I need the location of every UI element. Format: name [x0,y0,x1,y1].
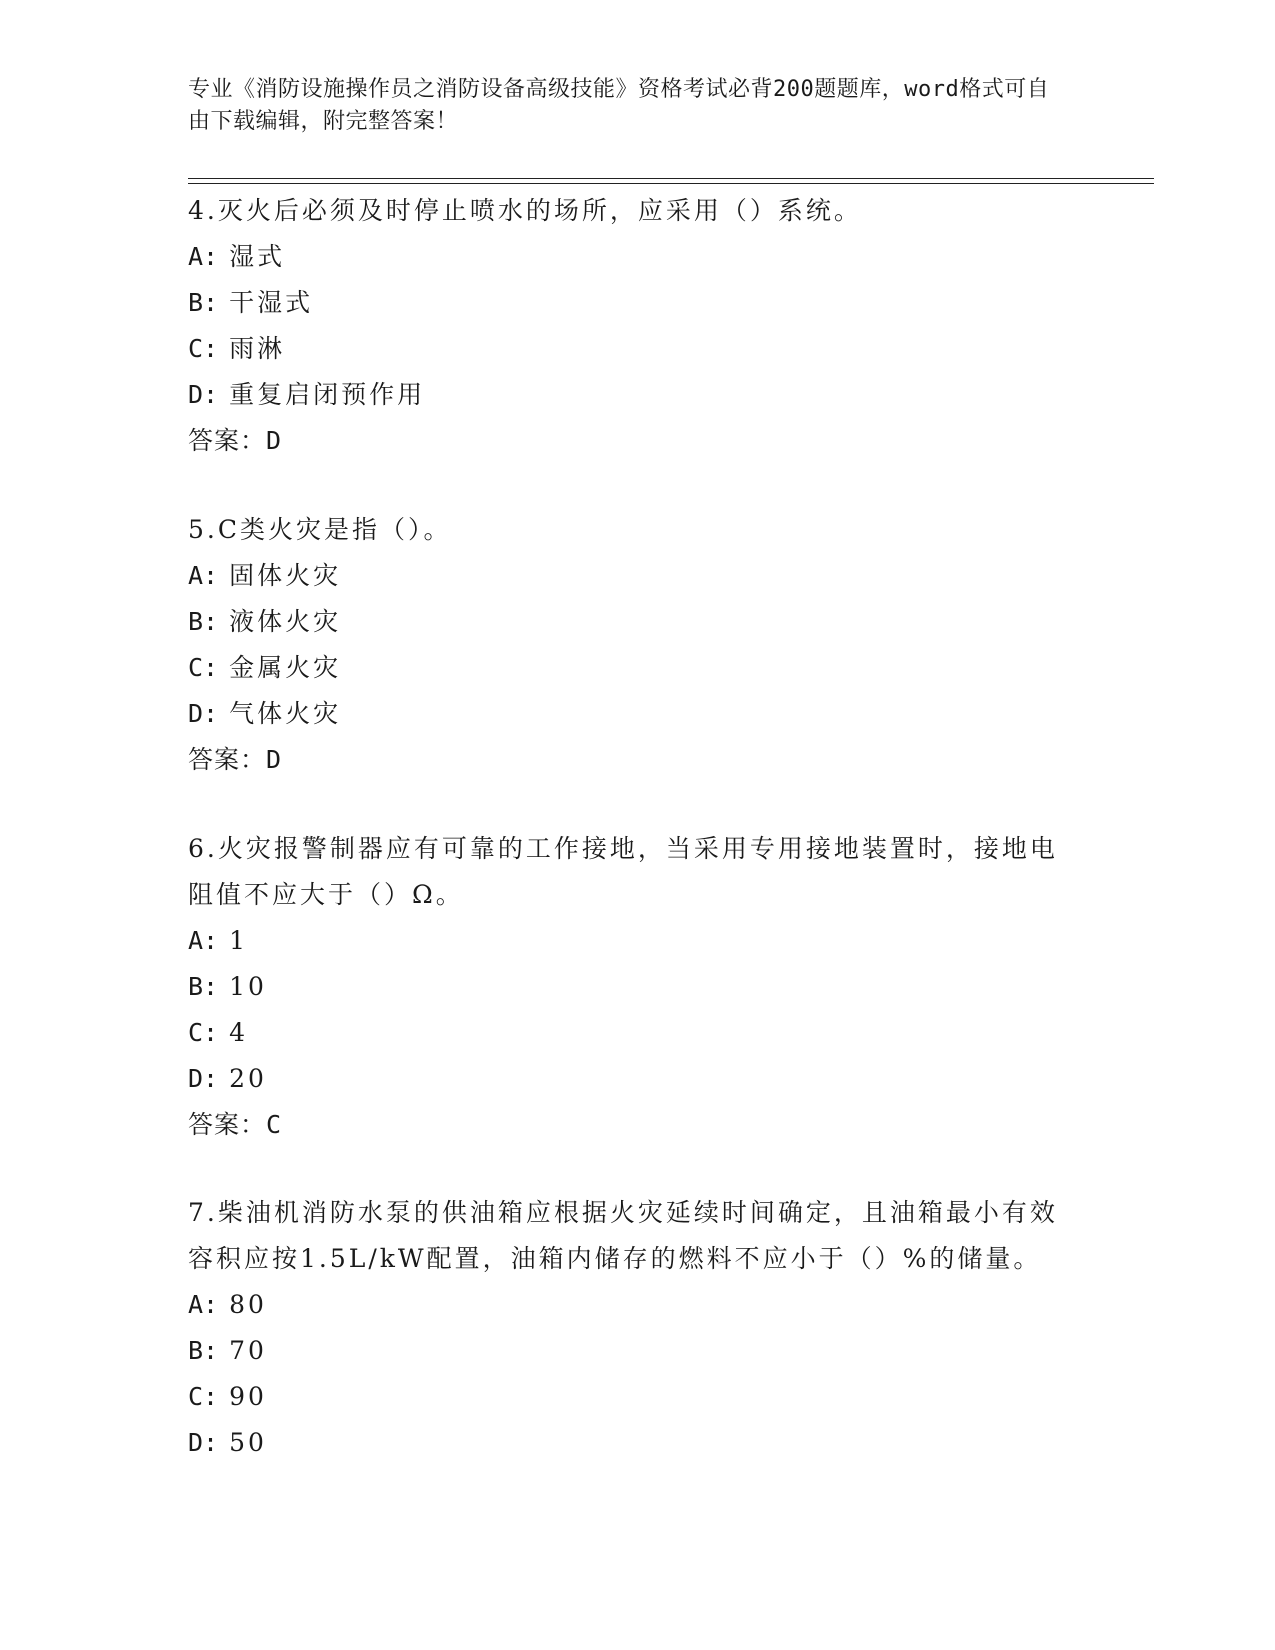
question-stem: 5.C类火灾是指（）。 [188,515,452,544]
question-5 [188,507,1068,783]
option-b [188,964,1068,1010]
option-key: C: [188,1382,219,1411]
option-key: D: [188,380,219,409]
document-header: 专业《消防设施操作员之消防设备高级技能》资格考试必背200题题库，word格式可自由下载编辑，附完整答案！ [188,77,1050,134]
option-c [188,645,1068,691]
option-key: B: [188,288,219,317]
option-a [188,553,1068,599]
option-text: 1 [229,926,248,955]
option-key: A: [188,926,219,955]
option-key: A: [188,561,219,590]
option-text: 4 [229,1018,248,1047]
option-key: A: [188,1290,219,1319]
answer-value: D [266,745,282,774]
option-key: C: [188,334,219,363]
option-text: 20 [229,1064,267,1093]
option-text: 50 [229,1428,267,1457]
option-text: 10 [229,972,267,1001]
option-text: 重复启闭预作用 [229,380,426,409]
option-a [188,1282,1068,1328]
option-text: 气体火灾 [229,699,342,728]
option-d [188,1056,1068,1102]
question-stem: 7.柴油机消防水泵的供油箱应根据火灾延续时间确定，且油箱最小有效容积应按1.5L/kW配置，油箱内储存的燃料不应小于（）%的储量。 [188,1198,1058,1273]
option-text: 液体火灾 [229,607,342,636]
option-a [188,918,1068,964]
question-4 [188,188,1068,464]
option-b [188,599,1068,645]
option-text: 干湿式 [229,288,314,317]
answer-line [188,418,1068,464]
answer-label: 答案： [188,1110,267,1139]
answer-label: 答案： [188,426,267,455]
option-d [188,372,1068,418]
option-c [188,1374,1068,1420]
option-key: D: [188,1064,219,1093]
question-6 [188,826,1068,1148]
option-key: A: [188,242,219,271]
option-a [188,234,1068,280]
option-text: 80 [229,1290,267,1319]
question-stem: 4.灭火后必须及时停止喷水的场所，应采用（）系统。 [188,196,862,225]
answer-value: C [266,1110,282,1139]
question-stem: 6.火灾报警制器应有可靠的工作接地，当采用专用接地装置时，接地电阻值不应大于（）Ω。 [188,834,1058,909]
option-key: D: [188,1428,219,1457]
answer-line [188,1102,1068,1148]
option-c [188,326,1068,372]
option-key: B: [188,972,219,1001]
option-text: 金属火灾 [229,653,342,682]
option-text: 雨淋 [229,334,286,363]
option-b [188,1328,1068,1374]
option-text: 湿式 [229,242,286,271]
option-key: C: [188,653,219,682]
option-b [188,280,1068,326]
header-divider-top [188,178,1154,179]
option-text: 90 [229,1382,267,1411]
answer-value: D [266,426,282,455]
option-key: C: [188,1018,219,1047]
option-key: B: [188,607,219,636]
option-d [188,691,1068,737]
option-d [188,1420,1068,1466]
question-7 [188,1190,1068,1466]
answer-label: 答案： [188,745,267,774]
option-c [188,1010,1068,1056]
header-divider-bottom [188,183,1154,184]
option-text: 70 [229,1336,267,1365]
option-text: 固体火灾 [229,561,342,590]
option-key: B: [188,1336,219,1365]
option-key: D: [188,699,219,728]
answer-line [188,737,1068,783]
